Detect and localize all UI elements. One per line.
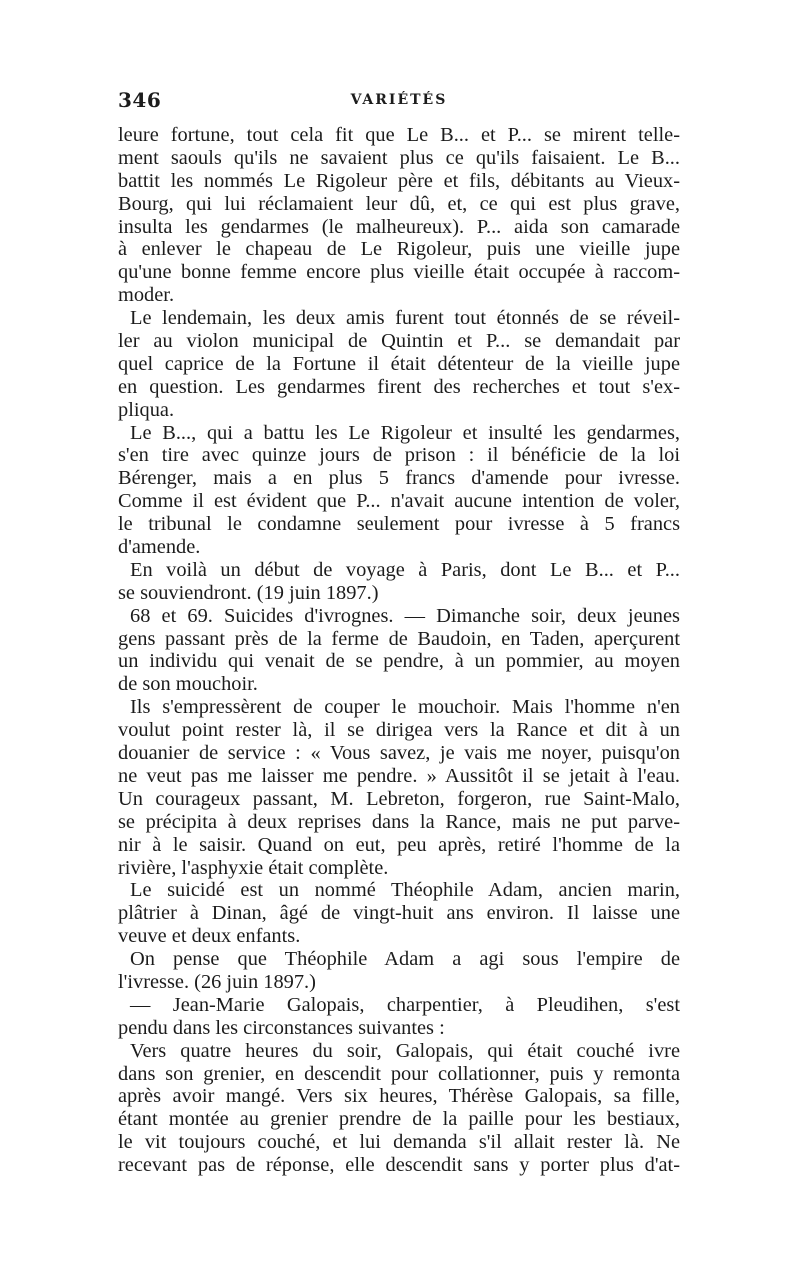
text-line: Bourg, qui lui réclamaient leur dû, et, ce qui est plus grave, <box>118 192 680 215</box>
text-line: le vit toujours couché, et lui demanda s'il allait rester là. Ne <box>118 1131 680 1154</box>
text-line: Ils s'empressèrent de couper le mouchoir. Mais l'homme n'en <box>130 696 680 719</box>
text-line: après avoir mangé. Vers six heures, Thérèse Galopais, sa fille, <box>118 1085 680 1108</box>
text-line: insulta les gendarmes (le malheureux). P... aida son camarade <box>118 215 680 238</box>
text-line: dans son grenier, en descendit pour collationner, puis y remonta <box>118 1062 680 1085</box>
text-line: Bérenger, mais a en plus 5 francs d'amende pour ivresse. <box>118 467 680 490</box>
text-line: s'en tire avec quinze jours de prison : il bénéficie de la loi <box>118 444 680 467</box>
text-line: recevant pas de réponse, elle descendit sans y porter plus d'at- <box>118 1154 680 1177</box>
text-line: pendu dans les circonstances suivantes : <box>118 1016 445 1039</box>
text-line: de son mouchoir. <box>118 673 258 696</box>
text-line: Le suicidé est un nommé Théophile Adam, ancien marin, <box>130 879 680 902</box>
text-line: gens passant près de la ferme de Baudoin, en Taden, aperçurent <box>118 627 680 650</box>
text-line: On pense que Théophile Adam a agi sous l'empire de <box>130 948 680 971</box>
text-line: en question. Les gendarmes firent des recherches et tout s'ex- <box>118 375 680 398</box>
page-number: 346 <box>118 88 162 112</box>
text-line: Le B..., qui a battu les Le Rigoleur et insulté les gendarmes, <box>130 421 680 444</box>
text-line: d'amende. <box>118 536 201 559</box>
text-line: douanier de service : « Vous savez, je vais me noyer, puisqu'on <box>118 742 680 765</box>
text-line: qu'une bonne femme encore plus vieille était occupée à raccom- <box>118 261 680 284</box>
text-line: ment saouls qu'ils ne savaient plus ce qu'ils faisaient. Le B... <box>118 146 680 169</box>
text-line: — Jean-Marie Galopais, charpentier, à Pleudihen, s'est <box>130 993 680 1016</box>
text-line: le tribunal le condamne seulement pour ivresse à 5 francs <box>118 513 680 536</box>
text-line: nir à le saisir. Quand on eut, peu après, retiré l'homme de la <box>118 833 680 856</box>
text-line: Le lendemain, les deux amis furent tout étonnés de se réveil- <box>130 307 680 330</box>
text-line: plâtrier à Dinan, âgé de vingt-huit ans environ. Il laisse une <box>118 902 680 925</box>
text-line: 68 et 69. Suicides d'ivrognes. — Dimanche soir, deux jeunes <box>130 604 680 627</box>
text-line: leure fortune, tout cela fit que Le B... et P... se mirent telle- <box>118 124 680 146</box>
text-line: En voilà un début de voyage à Paris, dont Le B... et P... <box>130 558 680 581</box>
text-line: veuve et deux enfants. <box>118 925 301 948</box>
text-line: se souviendront. (19 juin 1897.) <box>118 581 379 604</box>
page-header <box>118 88 680 118</box>
text-line: à enlever le chapeau de Le Rigoleur, puis une vieille jupe <box>118 238 680 261</box>
text-line: voulut point rester là, il se dirigea vers la Rance et dit à un <box>118 719 680 742</box>
text-line: battit les nommés Le Rigoleur père et fils, débitants au Vieux- <box>118 169 680 192</box>
text-line: pliqua. <box>118 398 175 421</box>
text-line: moder. <box>118 284 175 307</box>
text-line: l'ivresse. (26 juin 1897.) <box>118 970 316 993</box>
text-line: ler au violon municipal de Quintin et P... se demandait par <box>118 330 680 353</box>
text-line: Vers quatre heures du soir, Galopais, qui était couché ivre <box>130 1039 680 1062</box>
text-line: se précipita à deux reprises dans la Rance, mais ne put parve- <box>118 810 680 833</box>
text-line: Comme il est évident que P... n'avait aucune intention de voler, <box>118 490 680 513</box>
body-text <box>118 124 680 1177</box>
text-line: rivière, l'asphyxie était complète. <box>118 856 389 879</box>
text-line: un individu qui venait de se pendre, à un pommier, au moyen <box>118 650 680 673</box>
text-line: quel caprice de la Fortune il était détenteur de la vieille jupe <box>118 352 680 375</box>
text-line: ne veut pas me laisser me pendre. » Aussitôt il se jetait à l'eau. <box>118 764 680 787</box>
text-line: Un courageux passant, M. Lebreton, forgeron, rue Saint-Malo, <box>118 787 680 810</box>
running-head: VARIÉTÉS <box>350 92 448 108</box>
text-line: étant montée au grenier prendre de la paille pour les bestiaux, <box>118 1108 680 1131</box>
